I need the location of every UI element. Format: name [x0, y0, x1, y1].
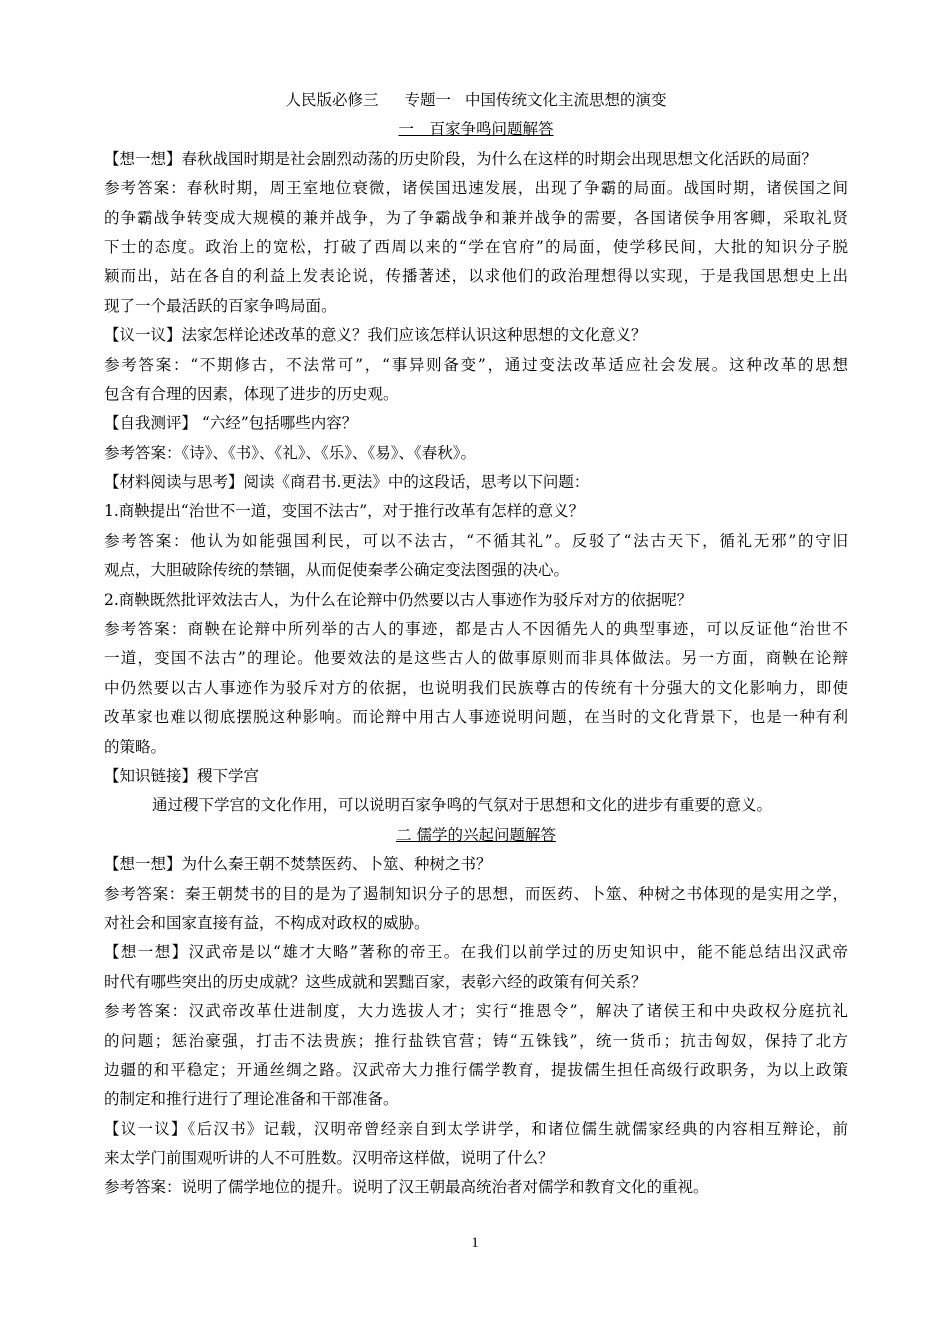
answer-line: 包含有合理的因素，体现了进步的历史观。 — [104, 384, 399, 403]
question-discuss-1: 【议一议】法家怎样论述改革的意义？我们应该怎样认识这种思想的文化意义？ — [104, 326, 647, 345]
question-material-reading: 【材料阅读与思考】阅读《商君书.更法》中的这段话，思考以下问题： — [104, 473, 590, 492]
answer-line: 参考答案：秦王朝焚书的目的是为了遏制知识分子的思想，而医药、卜筮、种树之书体现的是实用之学， — [104, 884, 848, 903]
answer-line: 参考答案：“不期修古，不法常可”，“事异则备变”，通过变法改革适应社会发展。这种改革的思想 — [104, 355, 848, 374]
answer-line: 的策略。 — [104, 737, 167, 756]
answer-line: 的问题；惩治豪强，打击不法贵族；推行盐铁官营；铸“五铢钱”，统一货币；抗击匈奴，保持了北方 — [104, 1031, 848, 1050]
answer-line: 下士的态度。政治上的宽松，打破了西周以来的“学在官府”的局面，使学移民间，大批的知识分子脱 — [104, 237, 848, 256]
answer-line: 参考答案：汉武帝改革仕进制度，大力选拔人才；实行“推恩令”，解决了诸侯王和中央政权分庭抗礼 — [104, 1002, 848, 1021]
answer-line: 参考答案：说明了儒学地位的提升。说明了汉王朝最高统治者对儒学和教育文化的重视。 — [104, 1178, 709, 1197]
question-think-3-cont: 时代有哪些突出的历史成就？这些成就和罢黜百家，表彰六经的政策有何关系？ — [104, 972, 647, 991]
page-number: 1 — [471, 1235, 479, 1251]
knowledge-link-text: 通过稷下学宫的文化作用，可以说明百家争鸣的气氛对于思想和文化的进步有重要的意义。 — [152, 796, 773, 815]
answer-line: 对社会和国家直接有益，不构成对政权的威胁。 — [104, 913, 430, 932]
title-subject: 中国传统文化主流思想的演变 — [465, 91, 667, 109]
section-heading-2: 二 儒学的兴起问题解答 — [396, 825, 556, 844]
answer-line: 改革家也难以彻底摆脱这种影响。而论辩中用古人事迹说明问题，在当时的文化背景下，也是一种有利 — [104, 708, 848, 727]
answer-line: 一道，变国不法古”的理论。他要效法的是这些古人的做事原则而非具体做法。另一方面，商鞅在论辩 — [104, 649, 848, 668]
answer-line: 参考答案：商鞅在论辩中所列举的古人的事迹，都是古人不因循先人的典型事迹，可以反证他“治世不 — [104, 620, 848, 639]
title-topic: 专题一 — [404, 91, 451, 109]
document-page — [104, 86, 848, 1203]
answer-line: 参考答案：《诗》、《书》、《礼》、《乐》、《易》、《春秋》。 — [104, 443, 477, 462]
answer-line: 的争霸战争转变成大规模的兼并战争，为了争霸战争和兼并战争的需要，各国诸侯争用客卿，采取礼贤 — [104, 208, 848, 227]
answer-line: 现了一个最活跃的百家争鸣局面。 — [104, 296, 337, 315]
answer-line: 观点，大胆破除传统的禁锢，从而促使秦孝公确定变法图强的决心。 — [104, 561, 570, 580]
sub-question-2: 2.商鞅既然批评效法古人，为什么在论辩中仍然要以古人事迹作为驳斥对方的依据呢？ — [104, 590, 693, 609]
answer-line: 参考答案：他认为如能强国利民，可以不法古，“不循其礼”。反驳了“法古天下，循礼无邪”的守旧 — [104, 531, 848, 550]
answer-line: 边疆的和平稳定；开通丝绸之路。汉武帝大力推行儒学教育，提拔儒生担任高级行政职务，为以上政策 — [104, 1060, 848, 1079]
answer-line: 参考答案：春秋时期，周王室地位衰微，诸侯国迅速发展，出现了争霸的局面。战国时期，诸侯国之间 — [104, 179, 848, 198]
answer-line: 颖而出，站在各自的利益上发表论说，传播著述，以求他们的政治理想得以实现，于是我国思想史上出 — [104, 267, 848, 286]
question-think-1: 【想一想】春秋战国时期是社会剧烈动荡的历史阶段，为什么在这样的时期会出现思想文化活跃的局面？ — [104, 149, 818, 168]
question-self-test: 【自我测评】 “六经”包括哪些内容？ — [104, 414, 358, 433]
knowledge-link: 【知识链接】稷下学宫 — [104, 766, 260, 785]
sub-question-1: 1.商鞅提出“治世不一道，变国不法古”，对于推行改革有怎样的意义？ — [104, 502, 585, 521]
answer-line: 的制定和推行进行了理论准备和干部准备。 — [104, 1090, 399, 1109]
section-heading-1: 一 百家争鸣问题解答 — [398, 120, 554, 139]
answer-line: 中仍然要以古人事迹作为驳斥对方的依据，也说明我们民族尊古的传统有十分强大的文化影响力，即使 — [104, 678, 848, 697]
title-book: 人民版必修三 — [285, 91, 379, 109]
question-think-2: 【想一想】为什么秦王朝不焚禁医药、卜筮、种树之书？ — [104, 855, 492, 874]
document-title — [104, 86, 848, 115]
question-discuss-2-cont: 来太学门前围观听讲的人不可胜数。汉明帝这样做，说明了什么？ — [104, 1149, 554, 1168]
question-discuss-2: 【议一议】《后汉书》记载，汉明帝曾经亲自到太学讲学，和诸位儒生就儒家经典的内容相互辩论，前 — [104, 1119, 848, 1138]
question-think-3: 【想一想】汉武帝是以“雄才大略”著称的帝王。在我们以前学过的历史知识中，能不能总结出汉武帝 — [104, 943, 848, 962]
